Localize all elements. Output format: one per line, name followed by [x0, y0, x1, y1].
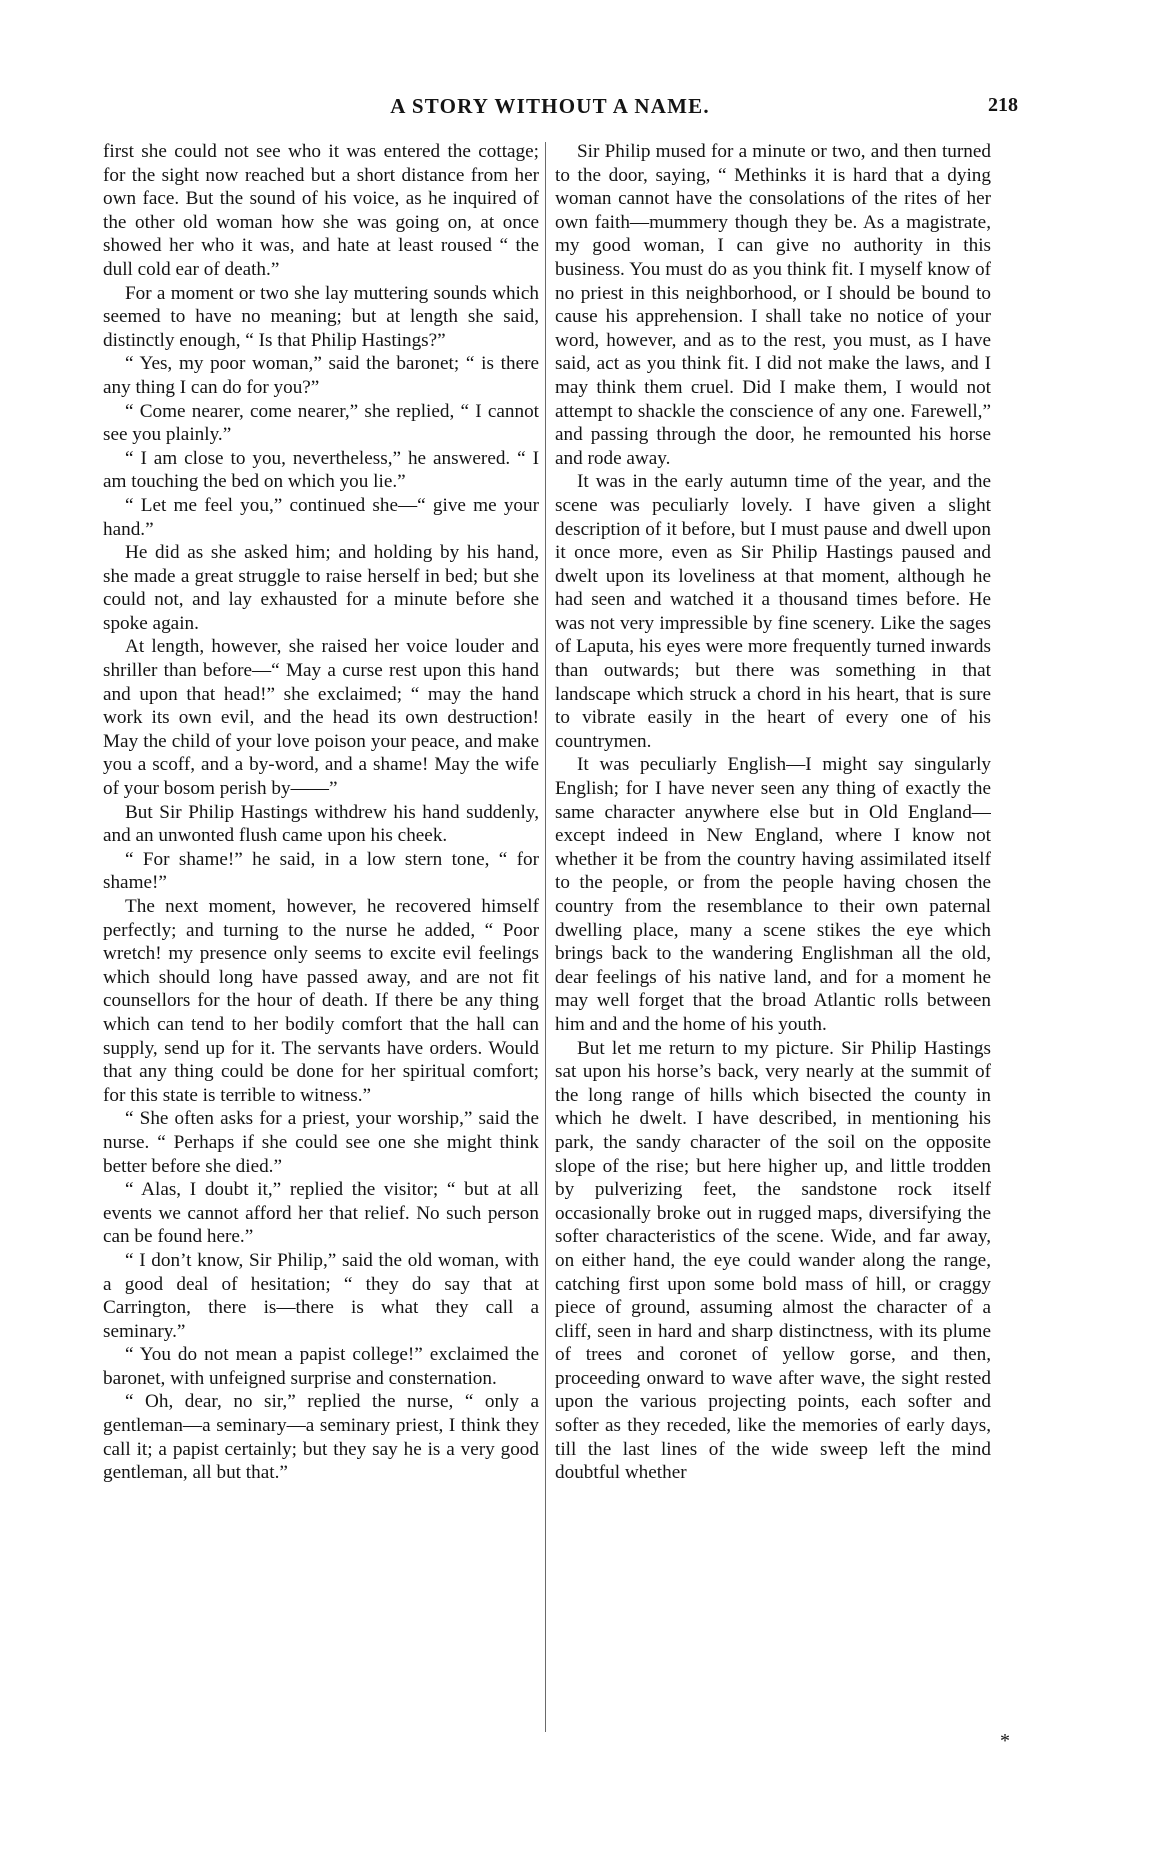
left-column	[103, 140, 539, 1710]
paragraph: first she could not see who it was entered the cottage; for the sight now reached but a short distance from her own face. But the sound of his voice, as he inquired of the other old woman how she was going on, at once showed her who it was, and hate at least roused “ the dull cold ear of death.”	[103, 141, 539, 280]
paragraph: But Sir Philip Hastings withdrew his hand suddenly, and an unwonted flush came upon his cheek.	[103, 801, 539, 847]
paragraph: “ I don’t know, Sir Philip,” said the old woman, with a good deal of hesitation; “ they do say that at Carrington, there is—there is what they call a seminary.”	[103, 1249, 539, 1342]
paragraph: “ She often asks for a priest, your worship,” said the nurse. “ Perhaps if she could see one she might think better before she died.”	[103, 1108, 539, 1177]
paragraph: For a moment or two she lay muttering sounds which seemed to have no meaning; but at length she said, distinctly enough, “ Is that Philip Hastings?”	[103, 282, 539, 351]
running-title: A STORY WITHOUT A NAME.	[390, 94, 710, 118]
paragraph: It was peculiarly English—I might say singularly English; for I have never seen any thing of exactly the same character anywhere else but in Old England—except indeed in New England, where I know not whether it be from the country having assimilated itself to the people, or from the people having chosen the country from the resemblance to their own paternal dwelling place, many a scene stikes the eye which brings back to the wandering Englishman all the old, dear feelings of his native land, and for a moment he may well forget that the broad Atlantic rolls between him and and the home of his youth.	[555, 754, 991, 1035]
paragraph: “ You do not mean a papist college!” exclaimed the baronet, with unfeigned surprise and consternation.	[103, 1344, 539, 1389]
paragraph: He did as she asked him; and holding by his hand, she made a great struggle to raise herself in bed; but she could not, and lay exhausted for a minute before she spoke again.	[103, 542, 539, 634]
paragraph: The next moment, however, he recovered himself perfectly; and turning to the nurse he added, “ Poor wretch! my presence only seems to excite evil feelings which should long have passed away, and are not fit counsellors for the hour of death. If there be any thing which can tend to her bodily comfort that the hall can supply, send up for it. The servants have orders. Would that any thing could be done for her spiritual comfort; for this state is terrible to witness.”	[103, 896, 539, 1106]
paragraph: “ Let me feel you,” continued she—“ give me your hand.”	[103, 494, 539, 540]
column-divider	[545, 142, 546, 1732]
paragraph: Sir Philip mused for a minute or two, and then turned to the door, saying, “ Methinks it is hard that a dying woman cannot have the consolations of the rites of her own faith—mummery though they be. As a magistrate, my good woman, I can give no authority in this business. You must do as you think fit. I myself know of no priest in this neighborhood, or I should be bound to cause his apprehension. I shall take no notice of your word, however, and as to the rest, you must, as I have said, act as you think fit. I did not make the laws, and I may think them cruel. Did I make them, I would not attempt to shackle the conscience of any one. Farewell,” and passing through the door, he remounted his horse and rode away.	[555, 141, 991, 469]
paragraph: “ Yes, my poor woman,” said the baronet; “ is there any thing I can do for you?”	[103, 353, 539, 398]
page-number: 218	[988, 94, 1018, 116]
paragraph: It was in the early autumn time of the year, and the scene was peculiarly lovely. I have given a slight description of it before, but I must pause and dwell upon it once more, even as Sir Philip Hastings paused and dwelt upon its loveliness at that moment, although he had seen and watched it a thousand times before. He was not very impressible by fine scenery. Like the sages of Laputa, his eyes were more frequently turned inwards than outwards; but there was something in that landscape which struck a chord in his heart, that is sure to vibrate easily in the heart of every one of his countrymen.	[555, 471, 991, 752]
running-head	[90, 94, 1018, 128]
paragraph: “ For shame!” he said, in a low stern tone, “ for shame!”	[103, 848, 539, 894]
right-column	[555, 140, 991, 1710]
paragraph: “ Come nearer, come nearer,” she replied, “ I cannot see you plainly.”	[103, 400, 539, 446]
footer-mark: *	[1000, 1730, 1010, 1752]
paragraph: At length, however, she raised her voice louder and shriller than before—“ May a curse rest upon this hand and upon that head!” she exclaimed; “ may the hand work its own evil, and the head its own destruction! May the child of your love poison your peace, and make you a scoff, and a by-word, and a shame! May the wife of your bosom perish by——”	[103, 636, 539, 800]
paragraph: “ Alas, I doubt it,” replied the visitor; “ but at all events we cannot afford her that relief. No such person can be found here.”	[103, 1179, 539, 1248]
paragraph: “ I am close to you, nevertheless,” he answered. “ I am touching the bed on which you lie.”	[103, 447, 539, 493]
paragraph: But let me return to my picture. Sir Philip Hastings sat upon his horse’s back, very nearly at the summit of the long range of hills which bisected the county in which he dwelt. I have described, in mentioning his park, the sandy character of the soil on the opposite slope of the rise; but here higher up, and little trodden by pulverizing feet, the sandstone rock itself occasionally broke out in rugged maps, diversifying the softer characteristics of the scene. Wide, and far away, on either hand, the eye could wander along the range, catching first upon some bold mass of hill, or craggy piece of ground, assuming almost the character of a cliff, seen in hard and sharp distinctness, with its plume of trees and coronet of yellow gorse, and then, proceeding onward to wave after wave, the sight rested upon the various projecting points, each softer and softer as they receded, like the memories of early days, till the last lines of the wide sweep left the mind doubtful whether	[555, 1037, 991, 1484]
paragraph: “ Oh, dear, no sir,” replied the nurse, “ only a gentleman—a seminary—a seminary priest, I think they call it; a papist certainly; but they say he is a very good gentleman, all but that.”	[103, 1391, 539, 1484]
